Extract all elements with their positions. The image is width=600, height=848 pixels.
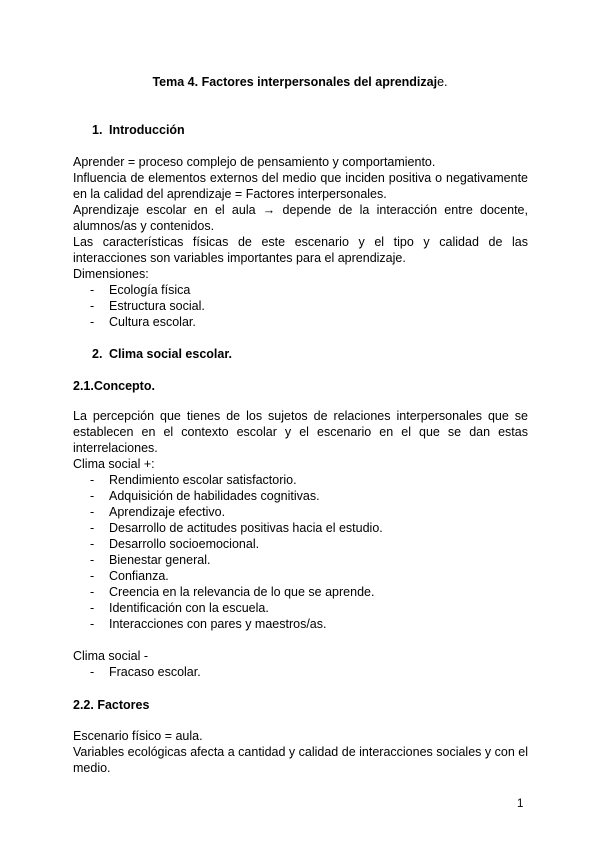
list-item: - Aprendizaje efectivo. (73, 504, 528, 520)
list-item: - Desarrollo de actitudes positivas hacia el estudio. (73, 520, 528, 536)
page-number: 1 (517, 798, 524, 810)
list-item: - Confianza. (73, 568, 528, 584)
list-item: - Ecología física (73, 282, 528, 298)
list-item: - Fracaso escolar. (73, 664, 528, 680)
list-item: - Estructura social. (73, 298, 528, 314)
list-item: - Interacciones con pares y maestros/as. (73, 616, 528, 632)
list-item: - Desarrollo socioemocional. (73, 536, 528, 552)
dimensions-label: Dimensiones: (73, 267, 149, 281)
document-title: Tema 4. Factores interpersonales del aprendizaje. (152, 75, 448, 89)
positive-climate-label: Clima social +: (73, 457, 155, 471)
list-item: - Creencia en la relevancia de lo que se aprende. (73, 584, 528, 600)
intro-line-1: Aprender = proceso complejo de pensamiento y comportamiento. (73, 155, 436, 169)
section-2-heading: 2. Clima social escolar. (92, 347, 232, 361)
list-item: - Identificación con la escuela. (73, 600, 528, 616)
section-2-2-body (73, 728, 528, 776)
section-1-heading: 1. Introducción (92, 123, 185, 137)
list-item: - Adquisición de habilidades cognitivas. (73, 488, 528, 504)
list-item: - Cultura escolar. (73, 314, 528, 330)
factors-line-2: Variables ecológicas afecta a cantidad y calidad de interacciones sociales y con el medio. (73, 745, 528, 775)
negative-climate-block (73, 648, 528, 680)
intro-line-3: Aprendizaje escolar en el aula → depende de la interacción entre docente, alumnos/as y contenidos. (73, 203, 528, 233)
list-item: - Bienestar general. (73, 552, 528, 568)
section-1-body (73, 154, 528, 330)
section-2-1-heading: 2.1.Concepto. (73, 379, 155, 393)
section-2-1-body (73, 408, 528, 632)
dimensions-list (73, 282, 528, 330)
concept-paragraph: La percepción que tienes de los sujetos de relaciones interpersonales que se establecen en el contexto escolar y el escenario en el que se dan estas interrelaciones. (73, 409, 528, 455)
positive-climate-list (73, 472, 528, 632)
section-2-2-heading: 2.2. Factores (73, 698, 150, 712)
negative-climate-label: Clima social - (73, 649, 149, 663)
factors-line-1: Escenario físico = aula. (73, 729, 203, 743)
list-item: - Rendimiento escolar satisfactorio. (73, 472, 528, 488)
intro-line-4: Las características físicas de este escenario y el tipo y calidad de las interacciones son variables importantes para el aprendizaje. (73, 235, 528, 265)
negative-climate-list (73, 664, 528, 680)
intro-line-2: Influencia de elementos externos del medio que inciden positiva o negativamente en la calidad del aprendizaje = Factores interpersonales. (73, 171, 528, 201)
